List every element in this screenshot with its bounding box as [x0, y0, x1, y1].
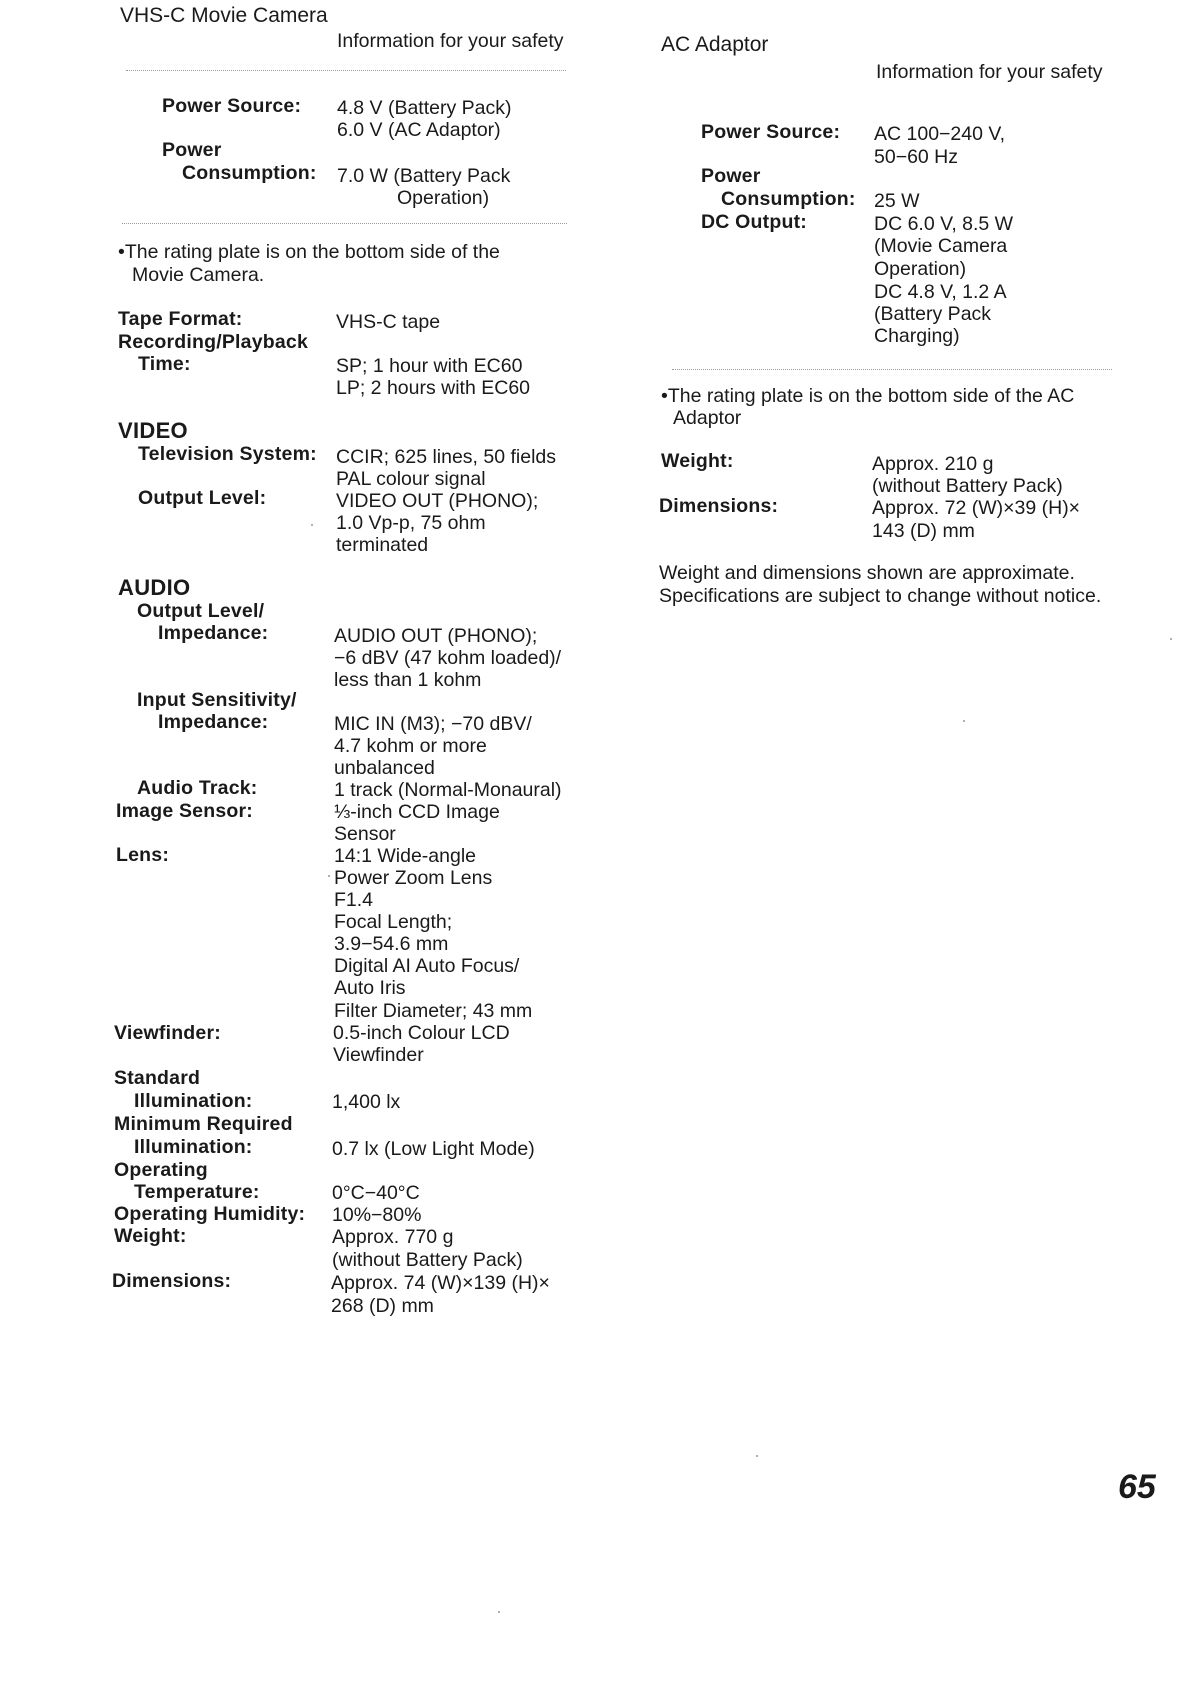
lens-label: Lens: [116, 844, 170, 866]
min-illumination-label-1: Minimum Required [114, 1113, 293, 1135]
dc-output-label: DC Output: [701, 211, 807, 233]
audio-output-value-3: less than 1 kohm [334, 669, 482, 691]
rec-playback-label-2: Time: [138, 353, 191, 375]
camera-power-source-value-1: 4.8 V (Battery Pack) [337, 97, 512, 119]
safety-box-top-border [126, 70, 566, 73]
tv-system-value-2: PAL colour signal [336, 468, 486, 490]
op-temp-value: 0°C−40°C [332, 1182, 420, 1204]
camera-dimensions-value-1: Approx. 74 (W)×139 (H)× [331, 1272, 550, 1294]
input-sensitivity-label-2: Impedance: [158, 711, 269, 733]
camera-title: VHS-C Movie Camera [120, 4, 328, 27]
adaptor-safety-heading: Information for your safety [876, 61, 1103, 83]
input-sensitivity-value-1: MIC IN (M3); −70 dBV/ [334, 713, 532, 735]
std-illumination-label-2: Illumination: [134, 1090, 253, 1112]
output-level-label: Output Level: [138, 487, 267, 509]
tv-system-value-1: CCIR; 625 lines, 50 fields [336, 446, 557, 468]
adaptor-safety-box-bottom-border [672, 369, 1112, 372]
op-temp-label-2: Temperature: [134, 1181, 260, 1203]
tape-format-value: VHS-C tape [336, 311, 441, 333]
scan-speck [328, 875, 330, 877]
adaptor-dimensions-value-2: 143 (D) mm [872, 520, 975, 542]
output-level-value-1: VIDEO OUT (PHONO); [336, 490, 539, 512]
camera-power-consumption-value-1: 7.0 W (Battery Pack [337, 165, 511, 187]
video-heading: VIDEO [118, 418, 188, 443]
dc-output-value-5: (Battery Pack [874, 303, 992, 325]
adaptor-footer-note-2: Specifications are subject to change without notice. [659, 585, 1102, 607]
lens-value-8: Filter Diameter; 43 mm [334, 1000, 533, 1022]
viewfinder-value-1: 0.5-inch Colour LCD [333, 1022, 510, 1044]
image-sensor-label: Image Sensor: [116, 800, 253, 822]
camera-power-consumption-label-2: Consumption: [182, 162, 317, 184]
min-illumination-value: 0.7 lx (Low Light Mode) [332, 1138, 535, 1160]
audio-output-label-2: Impedance: [158, 622, 269, 644]
adaptor-rating-note-text: The rating plate is on the bottom side of the AC [667, 385, 1075, 407]
safety-box-bottom-border [122, 223, 567, 226]
audio-track-value: 1 track (Normal-Monaural) [334, 779, 562, 801]
camera-power-consumption-value-2: Operation) [397, 187, 490, 209]
std-illumination-label-1: Standard [114, 1067, 201, 1089]
scan-speck [963, 720, 965, 722]
adaptor-rating-note-2: Adaptor [673, 407, 742, 429]
camera-rating-note [118, 241, 500, 263]
adaptor-power-source-value-2: 50−60 Hz [874, 146, 959, 168]
audio-heading: AUDIO [118, 575, 191, 600]
camera-power-consumption-label-1: Power [162, 139, 222, 161]
adaptor-dimensions-label: Dimensions: [659, 495, 779, 517]
dc-output-value-1: DC 6.0 V, 8.5 W [874, 213, 1014, 235]
tv-system-label: Television System: [138, 443, 317, 465]
std-illumination-value: 1,400 lx [332, 1091, 401, 1113]
adaptor-power-source-label: Power Source: [701, 121, 841, 143]
input-sensitivity-value-3: unbalanced [334, 757, 435, 779]
dc-output-value-2: (Movie Camera [874, 235, 1008, 257]
camera-weight-value-1: Approx. 770 g [332, 1226, 454, 1248]
camera-weight-label: Weight: [114, 1225, 187, 1247]
lens-value-6: Digital AI Auto Focus/ [334, 955, 520, 977]
adaptor-power-consumption-label-1: Power [701, 165, 761, 187]
rec-lp-value: LP; 2 hours with EC60 [336, 377, 531, 399]
tape-format-label: Tape Format: [118, 308, 243, 330]
op-humidity-value: 10%−80% [332, 1204, 422, 1226]
image-sensor-value-1: ⅓-inch CCD Image [334, 801, 500, 823]
camera-safety-heading: Information for your safety [337, 30, 564, 52]
op-temp-label-1: Operating [114, 1159, 208, 1181]
viewfinder-value-2: Viewfinder [333, 1044, 424, 1066]
output-level-value-3: terminated [336, 534, 429, 556]
lens-value-1: 14:1 Wide-angle [334, 845, 477, 867]
image-sensor-value-2: Sensor [334, 823, 396, 845]
scan-speck [311, 524, 313, 526]
audio-output-value-2: −6 dBV (47 kohm loaded)/ [334, 647, 562, 669]
input-sensitivity-value-2: 4.7 kohm or more [334, 735, 487, 757]
scan-speck [1170, 638, 1172, 640]
adaptor-weight-value-1: Approx. 210 g [872, 453, 994, 475]
lens-value-5: 3.9−54.6 mm [334, 933, 449, 955]
camera-power-source-label: Power Source: [162, 95, 302, 117]
dc-output-value-3: Operation) [874, 258, 967, 280]
camera-dimensions-label: Dimensions: [112, 1270, 232, 1292]
scan-speck [498, 1611, 500, 1613]
camera-dimensions-value-2: 268 (D) mm [331, 1295, 434, 1317]
rec-sp-value: SP; 1 hour with EC60 [336, 355, 523, 377]
lens-value-3: F1.4 [334, 889, 374, 911]
audio-output-label-1: Output Level/ [137, 600, 265, 622]
viewfinder-label: Viewfinder: [114, 1022, 221, 1044]
op-humidity-label: Operating Humidity: [114, 1203, 306, 1225]
camera-rating-note-2: Movie Camera. [132, 264, 265, 286]
bullet-icon: • [118, 241, 125, 263]
adaptor-power-consumption-value: 25 W [874, 190, 920, 212]
output-level-value-2: 1.0 Vp-p, 75 ohm [336, 512, 486, 534]
scan-speck [756, 1455, 758, 1457]
adaptor-power-consumption-label-2: Consumption: [721, 188, 856, 210]
adaptor-weight-value-2: (without Battery Pack) [872, 475, 1063, 497]
audio-output-value-1: AUDIO OUT (PHONO); [334, 625, 538, 647]
adaptor-dimensions-value-1: Approx. 72 (W)×39 (H)× [872, 497, 1081, 519]
dc-output-value-6: Charging) [874, 325, 960, 347]
adaptor-power-source-value-1: AC 100−240 V, [874, 123, 1006, 145]
adaptor-rating-note [661, 385, 1074, 407]
page-number: 65 [1118, 1468, 1156, 1506]
input-sensitivity-label-1: Input Sensitivity/ [137, 689, 297, 711]
camera-rating-note-text: The rating plate is on the bottom side of the [124, 241, 500, 263]
lens-value-7: Auto Iris [334, 977, 406, 999]
dc-output-value-4: DC 4.8 V, 1.2 A [874, 281, 1007, 303]
lens-value-2: Power Zoom Lens [334, 867, 493, 889]
adaptor-weight-label: Weight: [661, 450, 734, 472]
camera-weight-value-2: (without Battery Pack) [332, 1249, 523, 1271]
lens-value-4: Focal Length; [334, 911, 453, 933]
bullet-icon: • [661, 385, 668, 407]
min-illumination-label-2: Illumination: [134, 1136, 253, 1158]
rec-playback-label-1: Recording/Playback [118, 331, 309, 353]
adaptor-footer-note-1: Weight and dimensions shown are approximate. [659, 562, 1075, 584]
adaptor-title: AC Adaptor [661, 33, 769, 56]
camera-power-source-value-2: 6.0 V (AC Adaptor) [337, 119, 501, 141]
audio-track-label: Audio Track: [137, 777, 258, 799]
